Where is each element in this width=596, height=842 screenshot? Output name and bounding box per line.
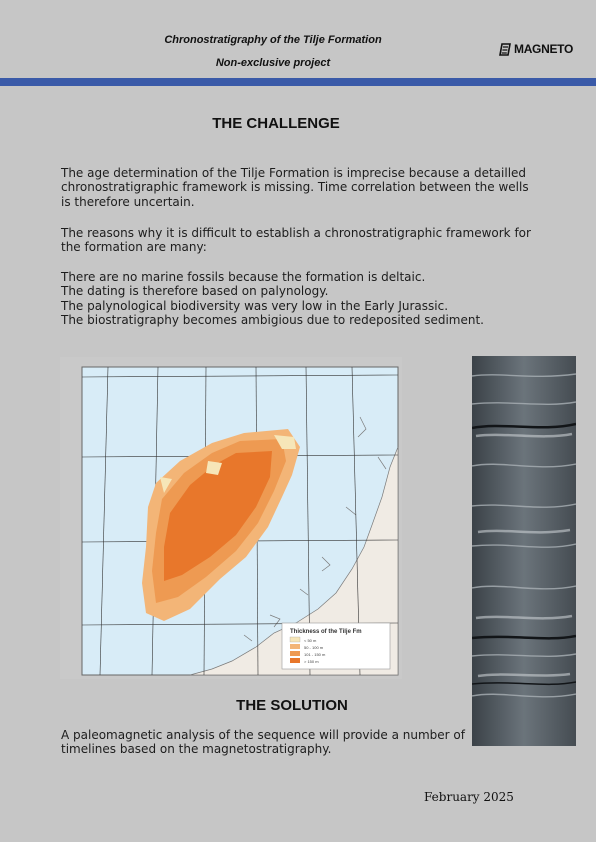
header-title: Chronostratigraphy of the Tilje Formation (164, 34, 382, 46)
magneto-logo (498, 42, 573, 56)
logo-text: MAGNETO (514, 42, 574, 56)
reasons-list (61, 270, 531, 328)
reason-item: The palynological biodiversity was very low in the Early Jurassic. (61, 298, 449, 313)
thickness-map (60, 357, 402, 679)
reason-item: There are no marine fossils because the formation is deltaic. (61, 270, 426, 284)
reason-item: The dating is therefore based on palynology. (61, 284, 329, 299)
solution-paragraph: A paleomagnetic analysis of the sequence will provide a number of timelines based on the magnetostratigraphy. (61, 728, 465, 757)
magneto-logo-icon (498, 43, 512, 56)
core-sample-graphic (472, 356, 576, 746)
reason-item: The biostratigraphy becomes ambigious due to redeposited sediment. (61, 313, 484, 328)
core-sample-photo (472, 356, 576, 746)
challenge-heading: THE CHALLENGE (212, 115, 340, 132)
legend-title: Thickness of the Tilje Fm (290, 629, 362, 635)
challenge-paragraph-1: The age determination of the Tilje Formation is imprecise because a detailled chronostratigraphic framework is missing. Time correlation between the wells is therefore uncertain. (61, 166, 529, 209)
legend-swatch (290, 658, 300, 663)
header-divider (0, 78, 596, 86)
solution-heading: THE SOLUTION (236, 697, 348, 714)
legend-label: 101 - 150 m (304, 652, 326, 657)
footer-date: February 2025 (424, 790, 514, 804)
legend-label: 50 - 100 m (304, 645, 324, 650)
legend-swatch (290, 644, 300, 649)
header-subtitle: Non-exclusive project (215, 57, 331, 69)
legend-swatch (290, 651, 300, 656)
legend-swatch (290, 637, 300, 642)
legend-label: < 50 m (304, 638, 317, 643)
challenge-paragraph-2: The reasons why it is difficult to establish a chronostratigraphic framework for the formation are many: (61, 226, 531, 255)
legend-label: > 150 m (304, 659, 319, 664)
thickness-map-graphic (60, 357, 402, 679)
map-legend (282, 623, 390, 669)
